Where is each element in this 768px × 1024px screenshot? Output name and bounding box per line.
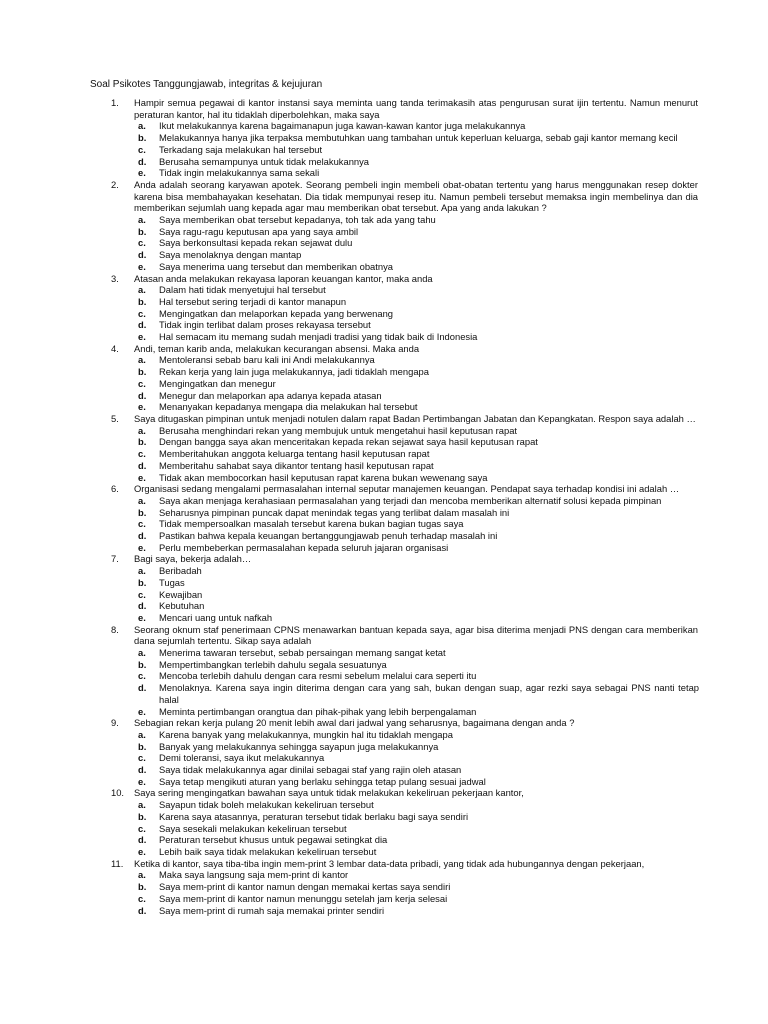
answer-option xyxy=(0,132,768,144)
answer-option xyxy=(0,799,768,811)
answer-option xyxy=(0,331,768,343)
option-text: Dalam hati tidak menyetujui hal tersebut xyxy=(159,284,326,296)
answer-option xyxy=(0,237,768,249)
option-letter: c. xyxy=(138,822,146,834)
question-number: 7. xyxy=(111,553,119,565)
answer-option xyxy=(0,284,768,296)
answer-option xyxy=(0,846,768,858)
option-text: Seharusnya pimpinan puncak dapat menindak tegas yang terlibat dalam masalah ini xyxy=(159,506,510,518)
question-item xyxy=(0,624,768,647)
answer-option xyxy=(0,425,768,437)
question-number: 3. xyxy=(111,272,119,284)
option-letter: e. xyxy=(138,401,146,413)
option-text: Berusaha semampunya untuk tidak melakukannya xyxy=(159,155,370,167)
option-letter: c. xyxy=(138,588,146,600)
option-letter: b. xyxy=(138,295,147,307)
option-text: Tidak mempersoalkan masalah tersebut karena bukan bagian tugas saya xyxy=(159,518,464,530)
option-text: Saya memberikan obat tersebut kepadanya, toh tak ada yang tahu xyxy=(159,214,436,226)
option-letter: c. xyxy=(138,143,146,155)
question-text: Ketika di kantor, saya tiba-tiba ingin mem-print 3 lembar data-data pribadi, yang tidak ada hubungannya dengan pekerjaan, xyxy=(134,857,645,869)
answer-option xyxy=(0,507,768,519)
option-letter: e. xyxy=(138,775,146,787)
option-letter: b. xyxy=(138,366,147,378)
option-letter: c. xyxy=(138,892,146,904)
answer-option xyxy=(0,811,768,823)
option-text: Lebih baik saya tidak melakukan kekeliruan tersebut xyxy=(159,846,377,857)
option-letter: e. xyxy=(138,705,146,717)
answer-option xyxy=(0,589,768,601)
option-text: Terkadang saja melakukan hal tersebut xyxy=(159,143,323,155)
option-text: Menolaknya. Karena saya ingin diterima dengan cara yang sah, bukan dengan suap, agar rezki saya sebagai PNS nanti tetap halal xyxy=(159,682,699,705)
option-text: Tidak ingin terlibat dalam proses rekayasa tersebut xyxy=(159,319,371,331)
option-letter: b. xyxy=(138,658,147,670)
answer-option xyxy=(0,752,768,764)
answer-option xyxy=(0,729,768,741)
option-text: Saya akan menjaga kerahasiaan permasalahan yang terjadi dan mencoba memberikan alternatif solusi kepada pimpinan xyxy=(159,494,662,506)
option-text: Demi toleransi, saya ikut melakukannya xyxy=(159,752,325,764)
question-item xyxy=(0,553,768,565)
question-number: 8. xyxy=(111,623,119,635)
answer-option xyxy=(0,226,768,238)
option-text: Menerima tawaran tersebut, sebab persaingan memang sangat ketat xyxy=(159,647,446,659)
option-text: Peraturan tersebut khusus untuk pegawai setingkat dia xyxy=(159,834,388,846)
question-number: 9. xyxy=(111,717,119,729)
answer-option xyxy=(0,448,768,460)
option-text: Saya mem-print di kantor namun dengan memakai kertas saya sendiri xyxy=(159,881,451,893)
option-text: Kewajiban xyxy=(159,588,203,600)
option-letter: c. xyxy=(138,237,146,249)
answer-option xyxy=(0,378,768,390)
option-text: Kebutuhan xyxy=(159,600,205,612)
option-letter: d. xyxy=(138,600,147,612)
answer-option xyxy=(0,261,768,273)
option-letter: d. xyxy=(138,682,147,694)
answer-option xyxy=(0,647,768,659)
answer-option xyxy=(0,296,768,308)
option-text: Sayapun tidak boleh melakukan kekeliruan tersebut xyxy=(159,799,374,811)
question-text: Saya ditugaskan pimpinan untuk menjadi notulen dalam rapat Badan Pertimbangan Jabatan dan Kepangkatan. Respon saya adalah … xyxy=(134,412,696,424)
question-item xyxy=(0,717,768,729)
option-letter: a. xyxy=(138,354,146,366)
question-text: Sebagian rekan kerja pulang 20 menit lebih awal dari jadwal yang seharusnya, bagaimana dengan anda ? xyxy=(134,717,575,729)
option-text: Menanyakan kepadanya mengapa dia melakukan hal tersebut xyxy=(159,401,418,413)
option-letter: e. xyxy=(138,167,146,179)
option-letter: d. xyxy=(138,764,147,776)
option-letter: b. xyxy=(138,225,147,237)
answer-option xyxy=(0,776,768,788)
question-text: Andi, teman karib anda, melakukan kecurangan absensi. Maka anda xyxy=(134,342,420,354)
question-item xyxy=(0,483,768,495)
option-text: Mentoleransi sebab baru kali ini Andi melakukannya xyxy=(159,354,375,366)
answer-option xyxy=(0,823,768,835)
option-letter: d. xyxy=(138,904,147,916)
option-letter: a. xyxy=(138,424,146,436)
option-letter: c. xyxy=(138,518,146,530)
option-text: Ikut melakukannya karena bagaimanapun juga kawan-kawan kantor juga melakukannya xyxy=(159,120,526,132)
question-item xyxy=(0,343,768,355)
option-text: Tugas xyxy=(159,576,185,588)
option-letter: c. xyxy=(138,448,146,460)
answer-option xyxy=(0,366,768,378)
option-letter: a. xyxy=(138,647,146,659)
option-text: Meminta pertimbangan orangtua dan pihak-pihak yang lebih berpengalaman xyxy=(159,705,477,717)
answer-option xyxy=(0,612,768,624)
option-letter: a. xyxy=(138,565,146,577)
answer-option xyxy=(0,893,768,905)
option-letter: a. xyxy=(138,728,146,740)
option-letter: a. xyxy=(138,214,146,226)
question-number: 5. xyxy=(111,412,119,424)
answer-option xyxy=(0,682,768,705)
option-text: Karena saya atasannya, peraturan tersebut tidak berlaku bagi saya sendiri xyxy=(159,810,469,822)
option-letter: d. xyxy=(138,319,147,331)
option-text: Pastikan bahwa kepala keuangan bertanggungjawab penuh terhadap masalah ini xyxy=(159,530,498,542)
option-letter: d. xyxy=(138,459,147,471)
option-text: Melakukannya hanya jika terpaksa membutuhkan uang tambahan untuk keperluan keluarga, sebab gaji kantor memang kecil xyxy=(159,132,678,144)
question-text: Bagi saya, bekerja adalah… xyxy=(134,553,252,565)
option-letter: a. xyxy=(138,494,146,506)
answer-option xyxy=(0,354,768,366)
option-letter: c. xyxy=(138,670,146,682)
answer-option xyxy=(0,542,768,554)
option-letter: b. xyxy=(138,132,147,144)
answer-option xyxy=(0,401,768,413)
option-text: Dengan bangga saya akan menceritakan kepada rekan sejawat saya hasil keputusan rapat xyxy=(159,436,538,448)
option-letter: b. xyxy=(138,436,147,448)
option-text: Karena banyak yang melakukannya, mungkin hal itu tidaklah mengapa xyxy=(159,728,453,740)
option-letter: b. xyxy=(138,881,147,893)
option-text: Tidak ingin melakukannya sama sekali xyxy=(159,167,320,179)
question-number: 11. xyxy=(111,857,124,869)
answer-option xyxy=(0,565,768,577)
question-item xyxy=(0,787,768,799)
answer-option xyxy=(0,214,768,226)
option-text: Saya menolaknya dengan mantap xyxy=(159,249,302,261)
option-text: Saya mem-print di kantor namun menunggu setelah jam kerja selesai xyxy=(159,892,448,904)
question-text: Saya sering mengingatkan bawahan saya untuk tidak melakukan kekeliruan pekerjaan kantor, xyxy=(134,787,524,799)
answer-option xyxy=(0,436,768,448)
answer-option xyxy=(0,156,768,168)
question-number: 2. xyxy=(111,178,119,190)
question-item xyxy=(0,858,768,870)
answer-option xyxy=(0,472,768,484)
question-text: Seorang oknum staf penerimaan CPNS menawarkan bantuan kepada saya, agar bisa diterima menjadi PNS dengan cara memberikan dana sejumlah tertentu. Sikap saya adalah xyxy=(134,623,698,647)
option-text: Banyak yang melakukannya sehingga sayapun juga melakukannya xyxy=(159,740,439,752)
option-letter: e. xyxy=(138,846,146,857)
option-letter: a. xyxy=(138,284,146,296)
answer-option xyxy=(0,120,768,132)
option-letter: d. xyxy=(138,389,147,401)
question-number: 6. xyxy=(111,483,119,495)
option-text: Hal semacam itu memang sudah menjadi tradisi yang tidak baik di Indonesia xyxy=(159,331,478,343)
question-text: Anda adalah seorang karyawan apotek. Seorang pembeli ingin membeli obat-obatan tertentu yang harus menggunakan resep dokter karena bisa membahayakan kesehatan. Dia tidak mempunyai resep itu. Namun pembeli tersebut memaksa ingin membelinya dan dia memberikan sejumlah uang kepada agar mau memberikan obat tersebut. Apa yang anda lakukan ? xyxy=(134,178,698,214)
option-text: Mencari uang untuk nafkah xyxy=(159,611,273,623)
option-letter: b. xyxy=(138,506,147,518)
answer-option xyxy=(0,308,768,320)
option-letter: b. xyxy=(138,810,147,822)
question-text: Hampir semua pegawai di kantor instansi saya meminta uang tanda terimakasih atas pengurusan surat ijin tertentu. Namun menurut peraturan kantor, hal itu tidaklah diperbolehkan, maka saya xyxy=(134,97,698,120)
answer-option xyxy=(0,390,768,402)
option-letter: a. xyxy=(138,120,146,132)
option-letter: c. xyxy=(138,377,146,389)
option-letter: d. xyxy=(138,155,147,167)
question-item xyxy=(0,97,768,120)
answer-option xyxy=(0,670,768,682)
option-text: Mengingatkan dan melaporkan kepada yang berwenang xyxy=(159,307,394,319)
option-text: Saya tidak melakukannya agar dinilai sebagai staf yang rajin oleh atasan xyxy=(159,764,462,776)
answer-option xyxy=(0,706,768,718)
option-text: Tidak akan membocorkan hasil keputusan rapat karena bukan wewenang saya xyxy=(159,471,488,483)
option-text: Saya sesekali melakukan kekeliruan tersebut xyxy=(159,822,347,834)
answer-option xyxy=(0,659,768,671)
answer-option xyxy=(0,834,768,846)
option-letter: a. xyxy=(138,799,146,811)
option-text: Maka saya langsung saja mem-print di kantor xyxy=(159,869,349,881)
option-letter: d. xyxy=(138,249,147,261)
answer-option xyxy=(0,905,768,917)
option-text: Perlu membeberkan permasalahan kepada seluruh jajaran organisasi xyxy=(159,541,449,553)
answer-option xyxy=(0,577,768,589)
question-list xyxy=(0,97,768,916)
answer-option xyxy=(0,319,768,331)
option-letter: b. xyxy=(138,740,147,752)
option-letter: e. xyxy=(138,260,146,272)
option-letter: e. xyxy=(138,541,146,553)
option-letter: d. xyxy=(138,834,147,846)
option-text: Mempertimbangkan terlebih dahulu segala sesuatunya xyxy=(159,658,387,670)
option-letter: e. xyxy=(138,611,146,623)
answer-option xyxy=(0,144,768,156)
option-text: Berusaha menghindari rekan yang membujuk untuk mengetahui hasil keputusan rapat xyxy=(159,424,518,436)
option-text: Hal tersebut sering terjadi di kantor manapun xyxy=(159,295,347,307)
answer-option xyxy=(0,881,768,893)
option-letter: d. xyxy=(138,530,147,542)
answer-option xyxy=(0,518,768,530)
option-text: Memberitahu sahabat saya dikantor tentang hasil keputusan rapat xyxy=(159,459,434,471)
option-text: Menegur dan melaporkan apa adanya kepada atasan xyxy=(159,389,382,401)
option-text: Saya berkonsultasi kepada rekan sejawat dulu xyxy=(159,237,353,249)
answer-option xyxy=(0,869,768,881)
option-text: Rekan kerja yang lain juga melakukannya, jadi tidaklah mengapa xyxy=(159,366,429,378)
answer-option xyxy=(0,530,768,542)
option-letter: c. xyxy=(138,752,146,764)
option-text: Mengingatkan dan menegur xyxy=(159,377,276,389)
option-letter: a. xyxy=(138,869,146,881)
question-number: 10. xyxy=(111,787,125,799)
question-item xyxy=(0,179,768,214)
question-item xyxy=(0,273,768,285)
option-text: Mencoba terlebih dahulu dengan cara resmi sebelum melalui cara seperti itu xyxy=(159,670,477,682)
answer-option xyxy=(0,249,768,261)
question-number: 1. xyxy=(111,97,119,108)
option-letter: c. xyxy=(138,307,146,319)
option-text: Beribadah xyxy=(159,565,202,577)
option-letter: e. xyxy=(138,471,146,483)
answer-option xyxy=(0,167,768,179)
question-item xyxy=(0,413,768,425)
answer-option xyxy=(0,460,768,472)
document-title: Soal Psikotes Tanggungjawab, integritas & kejujuran xyxy=(90,79,323,90)
answer-option xyxy=(0,495,768,507)
option-text: Saya ragu-ragu keputusan apa yang saya ambil xyxy=(159,225,359,237)
answer-option xyxy=(0,600,768,612)
answer-option xyxy=(0,741,768,753)
option-text: Saya menerima uang tersebut dan memberikan obatnya xyxy=(159,260,393,272)
option-text: Memberitahukan anggota keluarga tentang hasil keputusan rapat xyxy=(159,448,430,460)
question-text: Organisasi sedang mengalami permasalahan internal seputar manajemen keuangan. Pendapat saya terhadap kondisi ini adalah … xyxy=(134,483,680,495)
question-number: 4. xyxy=(111,342,119,354)
option-text: Saya tetap mengikuti aturan yang berlaku sehingga tetap pulang sesuai jadwal xyxy=(159,775,486,787)
option-text: Saya mem-print di rumah saja memakai printer sendiri xyxy=(159,904,385,916)
option-letter: b. xyxy=(138,576,147,588)
answer-option xyxy=(0,764,768,776)
question-text: Atasan anda melakukan rekayasa laporan keuangan kantor, maka anda xyxy=(134,272,433,284)
option-letter: e. xyxy=(138,331,146,343)
